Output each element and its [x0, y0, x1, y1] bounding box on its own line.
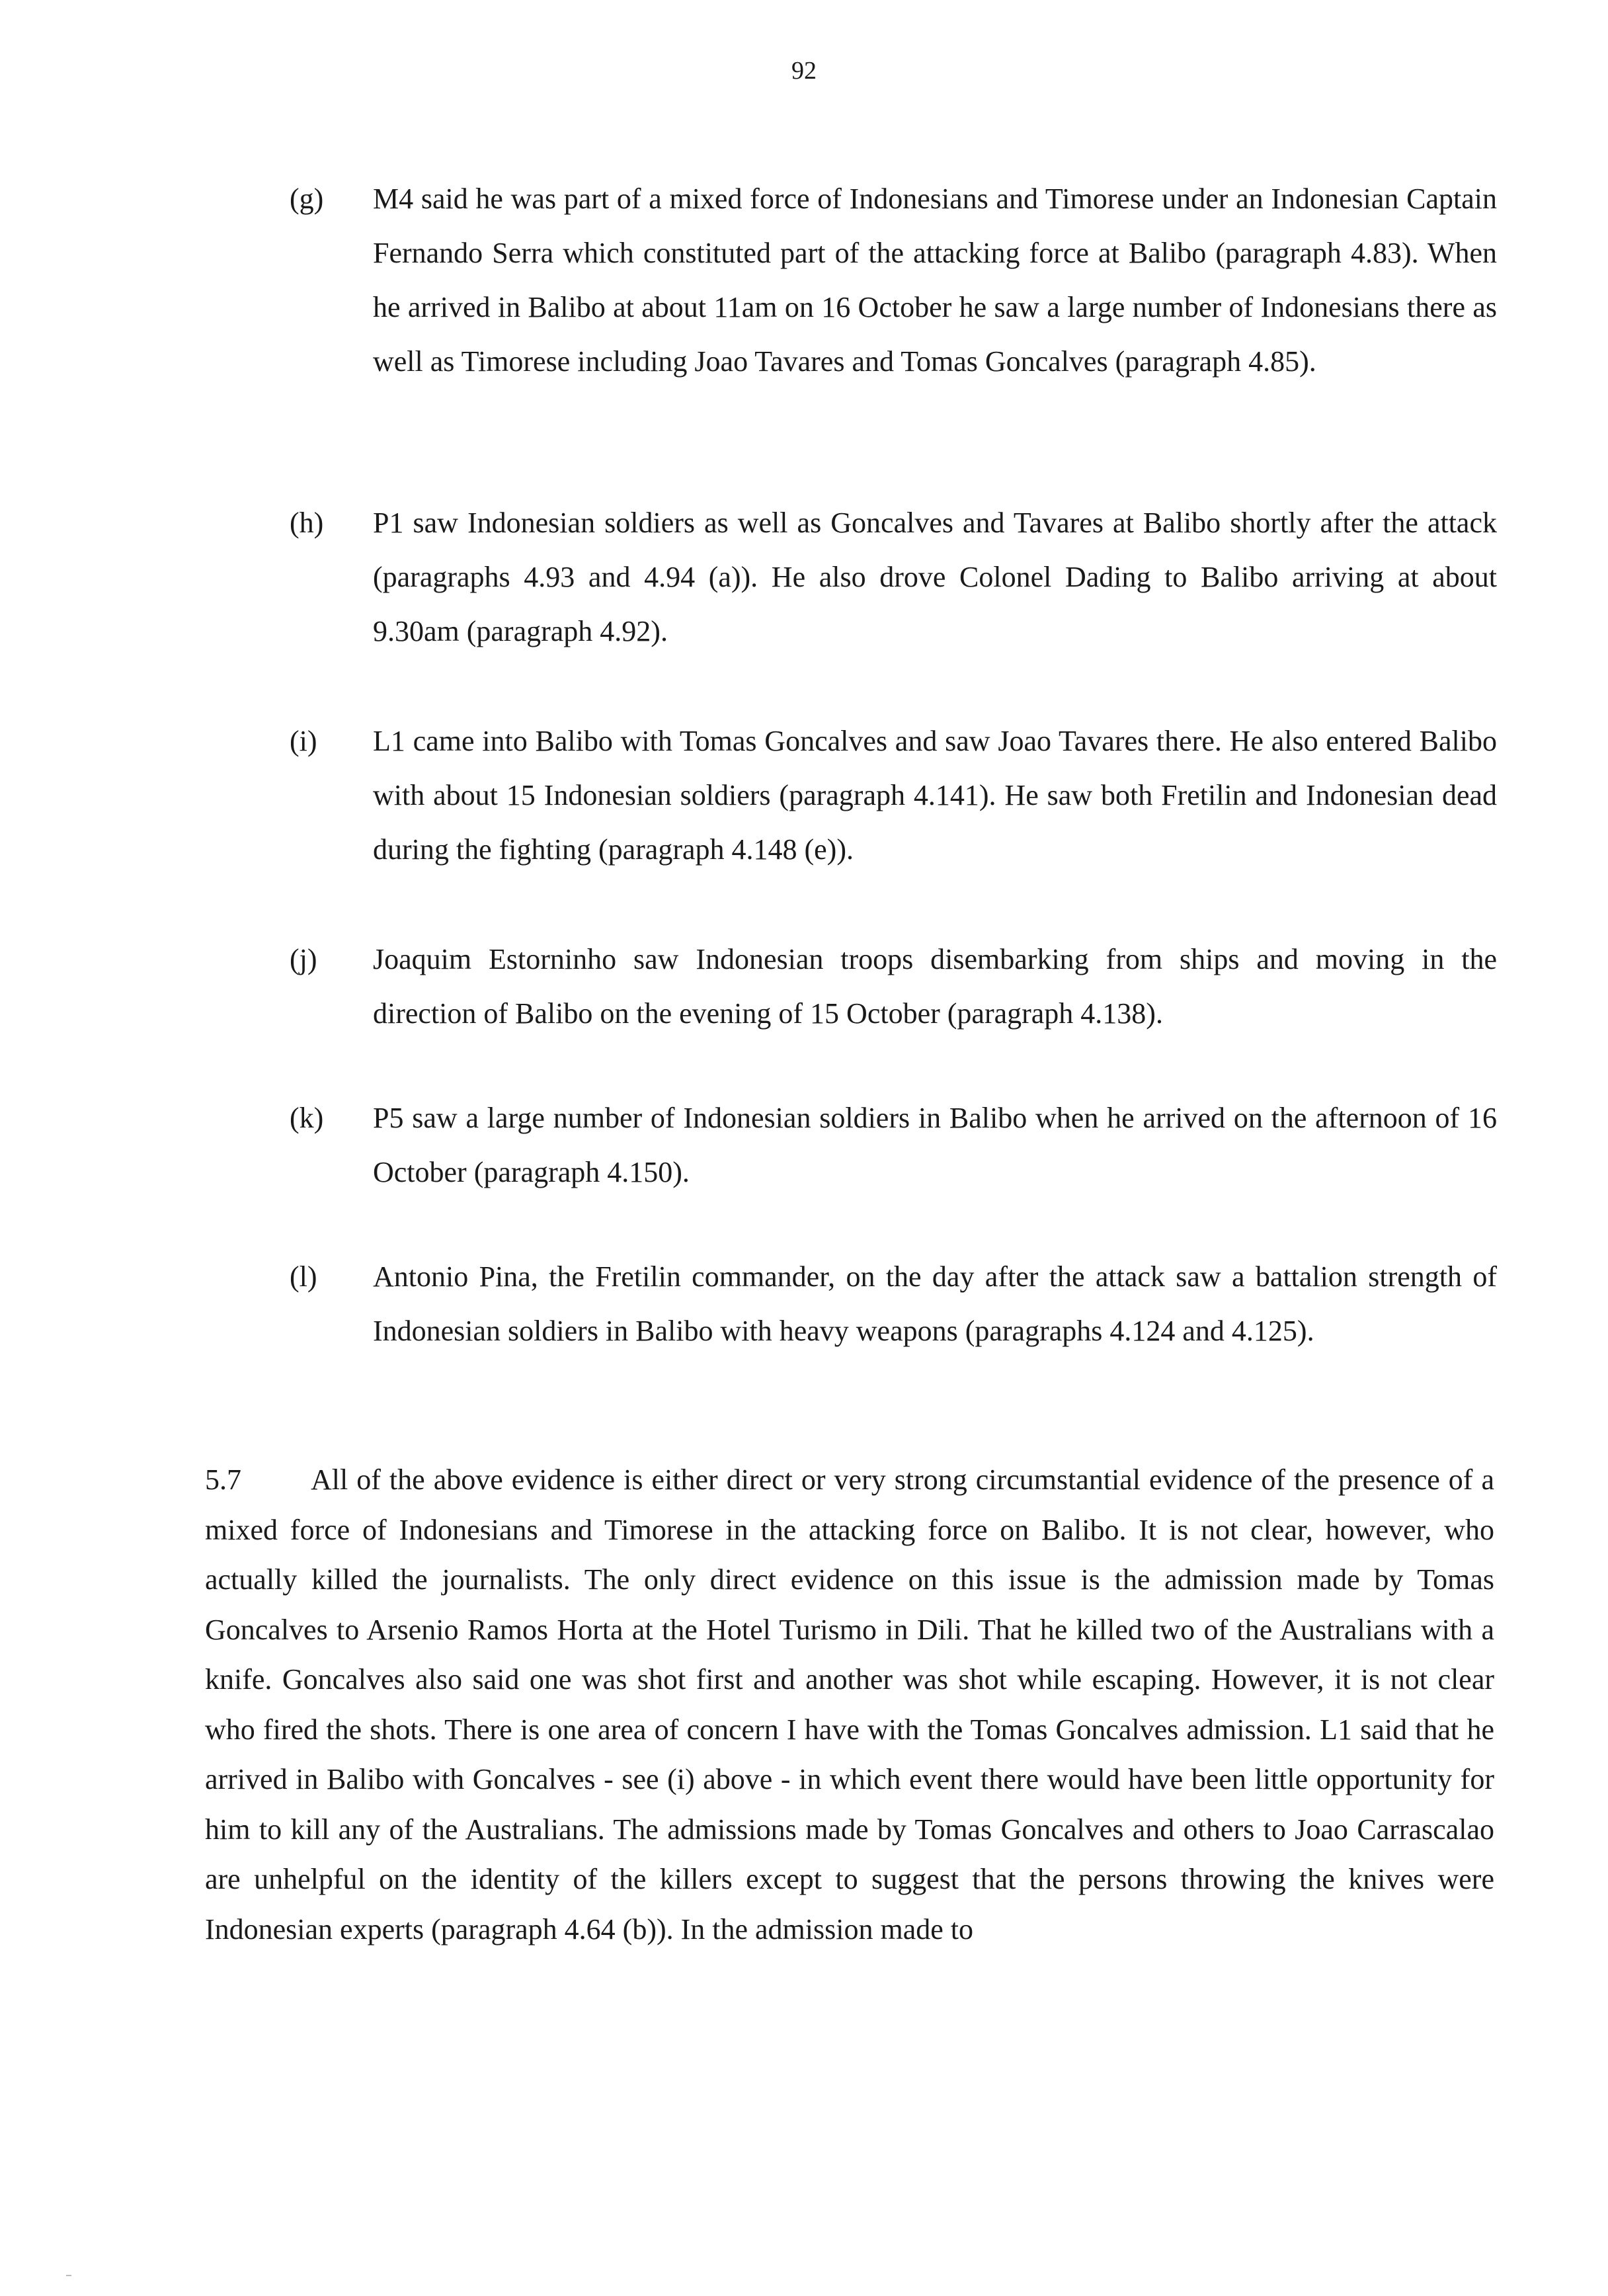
item-label: (h): [290, 507, 324, 539]
item-text: P5 saw a large number of Indonesian soldiers in Balibo when he arrived on the afternoon of 16 October (paragraph 4.150).: [373, 1102, 1497, 1188]
item-label: (i): [290, 725, 317, 757]
item-text: L1 came into Balibo with Tomas Goncalves and saw Joao Tavares there. He also entered Balibo with about 15 Indonesian soldiers (paragraph 4.141). He saw both Fretilin and Indonesian dead during the fighting (paragraph 4.148 (e)).: [373, 725, 1497, 866]
item-label: (k): [290, 1102, 324, 1134]
item-text: Antonio Pina, the Fretilin commander, on the day after the attack saw a battalion strength of Indonesian soldiers in Balibo with heavy weapons (paragraphs 4.124 and 4.125).: [373, 1260, 1497, 1347]
paragraph-number: 5.7: [205, 1463, 241, 1496]
page-number: 92: [791, 57, 817, 85]
item-label: (l): [290, 1260, 317, 1293]
paragraph-text: All of the above evidence is either direct or very strong circumstantial evidence of the presence of a mixed force of Indonesians and Timorese in the attacking force on Balibo. It is not clear, however, who actually killed the journalists. The only direct evidence on this issue is the admission made by Tomas Goncalves to Arsenio Ramos Horta at the Hotel Turismo in Dili. That he killed two of the Australians with a knife. Goncalves also said one was shot first and another was shot while escaping. However, it is not clear who fired the shots. There is one area of concern I have with the Tomas Goncalves admission. L1 said that he arrived in Balibo with Goncalves - see (i) above - in which event there would have been little opportunity for him to kill any of the Australians. The admissions made by Tomas Goncalves and others to Joao Carrascalao are unhelpful on the identity of the killers except to suggest that the persons throwing the knives were Indonesian experts (paragraph 4.64 (b)). In the admission made to: [205, 1463, 1494, 1946]
item-label: (g): [290, 183, 324, 215]
item-text: Joaquim Estorninho saw Indonesian troops disembarking from ships and moving in the direction of Balibo on the evening of 15 October (paragraph 4.138).: [373, 943, 1497, 1030]
item-text: M4 said he was part of a mixed force of Indonesians and Timorese under an Indonesian Captain Fernando Serra which constituted part of the attacking force at Balibo (paragraph 4.83). When he arrived in Balibo at about 11am on 16 October he saw a large number of Indonesians there as well as Timorese including Joao Tavares and Tomas Goncalves (paragraph 4.85).: [373, 183, 1497, 378]
item-label: (j): [290, 943, 317, 975]
paragraph-5-7: [205, 1455, 1494, 1954]
item-text: P1 saw Indonesian soldiers as well as Goncalves and Tavares at Balibo shortly after the attack (paragraphs 4.93 and 4.94 (a)). He also drove Colonel Dading to Balibo arriving at about 9.30am (paragraph 4.92).: [373, 507, 1497, 647]
scan-mark: [66, 2275, 71, 2276]
